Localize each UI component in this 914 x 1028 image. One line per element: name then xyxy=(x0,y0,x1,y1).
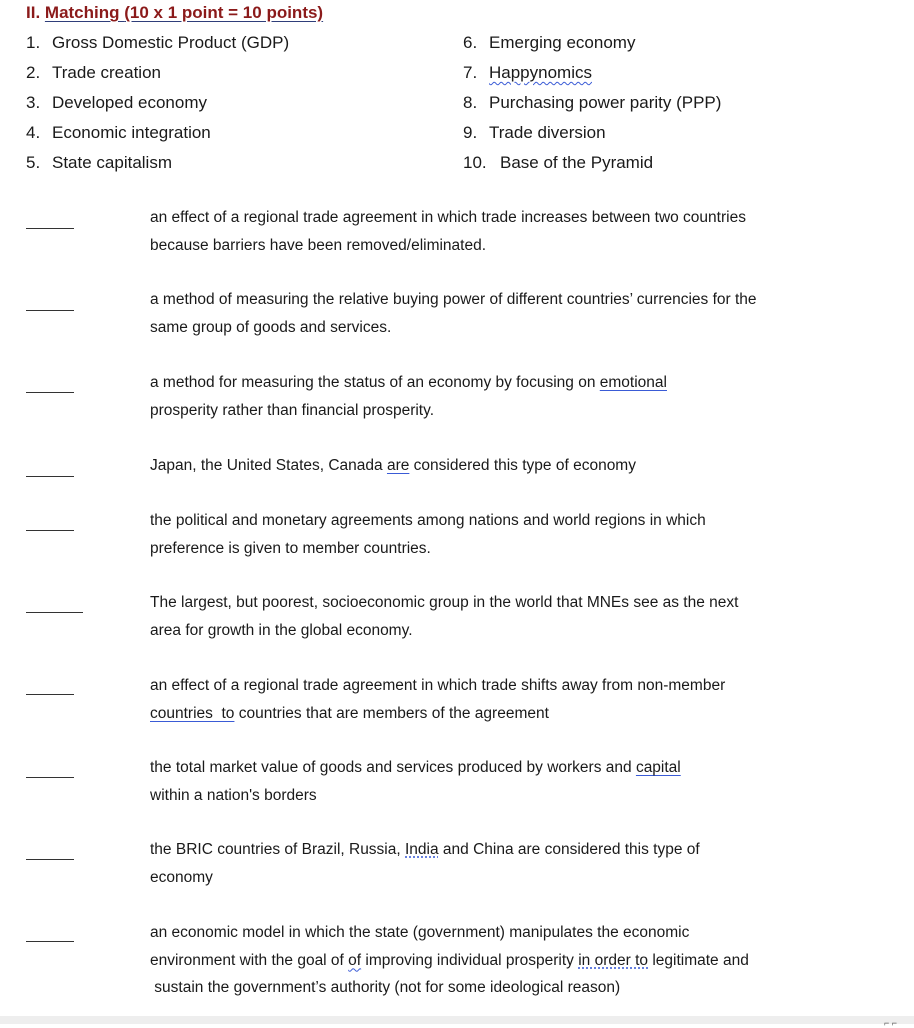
definition-line: same group of goods and services. xyxy=(150,318,392,336)
definition-line: an effect of a regional trade agreement in which trade increases between two countries xyxy=(150,209,746,226)
section-heading: Matching xyxy=(44,3,120,22)
term-label: Developed economy xyxy=(52,93,207,112)
definition-line: prosperity rather than financial prosperity. xyxy=(150,401,435,419)
corner-bracket-icon: ⌐ ⌐ xyxy=(884,1018,898,1028)
definition-5 xyxy=(150,507,850,562)
term-item-2 xyxy=(26,63,161,83)
section-prefix: II. xyxy=(26,3,45,22)
answer-blank-2[interactable] xyxy=(26,310,74,311)
definition-line: because barriers have been removed/eliminated. xyxy=(150,236,487,254)
grammar-flag-word: are xyxy=(386,457,410,474)
definition-line xyxy=(150,836,850,864)
definition-text: the BRIC countries of Brazil, Russia, xyxy=(150,841,405,858)
term-number: 1. xyxy=(26,33,41,52)
definition-7 xyxy=(150,672,850,727)
definition-line: preference is given to member countries. xyxy=(150,539,431,557)
answer-blank-8[interactable] xyxy=(26,777,74,778)
definition-line: an effect of a regional trade agreement in which trade shifts away from non-member xyxy=(150,677,726,694)
definition-text: countries that are members of the agreement xyxy=(234,704,549,722)
term-label: Purchasing power parity (PPP) xyxy=(489,93,722,112)
definition-9 xyxy=(150,836,850,891)
term-number: 4. xyxy=(26,123,41,142)
term-number: 5. xyxy=(26,153,41,172)
definition-text: legitimate and xyxy=(648,951,749,969)
definition-text: considered this type of economy xyxy=(409,457,636,474)
definition-text: the total market value of goods and services produced by workers and xyxy=(150,759,636,776)
definition-line: within a nation's borders xyxy=(150,786,317,804)
term-item-1 xyxy=(26,33,289,53)
answer-blank-7[interactable] xyxy=(26,694,74,695)
term-item-7 xyxy=(463,63,592,83)
answer-blank-5[interactable] xyxy=(26,530,74,531)
answer-blank-1[interactable] xyxy=(26,228,74,229)
term-item-10 xyxy=(463,153,653,173)
definition-text: improving individual prosperity xyxy=(361,951,579,969)
term-label: Emerging economy xyxy=(489,33,636,52)
term-number: 6. xyxy=(463,33,478,52)
definition-line: area for growth in the global economy. xyxy=(150,621,413,639)
term-label: Trade creation xyxy=(52,63,161,82)
term-label: Base of the Pyramid xyxy=(500,153,654,172)
definition-line xyxy=(150,452,850,480)
answer-blank-3[interactable] xyxy=(26,392,74,393)
term-number: 7. xyxy=(463,63,478,82)
grammar-flag-word: capital xyxy=(635,759,681,776)
section-points: (10 x 1 point = 10 points) xyxy=(124,3,324,22)
term-number: 8. xyxy=(463,93,478,112)
term-item-5 xyxy=(26,153,172,173)
definition-text: environment with the goal of xyxy=(150,951,349,969)
definition-line: an economic model in which the state (government) manipulates the economic xyxy=(150,924,690,941)
answer-blank-6[interactable] xyxy=(26,612,83,613)
term-number: 10. xyxy=(463,153,487,172)
term-number: 9. xyxy=(463,123,478,142)
term-label: Happynomics xyxy=(489,63,592,82)
term-label: State capitalism xyxy=(52,153,172,172)
answer-blank-4[interactable] xyxy=(26,476,74,477)
definition-line xyxy=(150,947,850,975)
term-item-4 xyxy=(26,123,211,143)
term-item-8 xyxy=(463,93,721,113)
definition-4 xyxy=(150,452,850,480)
definition-1 xyxy=(150,204,850,259)
definition-6 xyxy=(150,589,850,644)
term-item-3 xyxy=(26,93,207,113)
definition-text: and China are considered this type of xyxy=(438,841,700,858)
definition-line: the political and monetary agreements among nations and world regions in which xyxy=(150,512,706,529)
definition-line xyxy=(150,700,850,728)
grammar-flag-word: India xyxy=(405,841,439,858)
grammar-flag-word: emotional xyxy=(599,374,667,391)
definition-line xyxy=(150,369,850,397)
definition-text: a method for measuring the status of an economy by focusing on xyxy=(150,374,600,391)
definition-line: sustain the government’s authority (not for some ideological reason) xyxy=(150,979,621,996)
definition-line: a method of measuring the relative buying power of different countries’ currencies for the xyxy=(150,291,757,308)
definition-2 xyxy=(150,286,850,341)
definition-3 xyxy=(150,369,850,424)
definition-line: The largest, but poorest, socioeconomic group in the world that MNEs see as the next xyxy=(150,594,739,611)
definition-text: Japan, the United States, Canada xyxy=(150,457,387,474)
term-item-6 xyxy=(463,33,635,53)
answer-blank-10[interactable] xyxy=(26,941,74,942)
section-title xyxy=(26,3,323,23)
definition-line xyxy=(150,754,850,782)
term-number: 3. xyxy=(26,93,41,112)
term-number: 2. xyxy=(26,63,41,82)
term-label: Gross Domestic Product (GDP) xyxy=(52,33,290,52)
term-label: Trade diversion xyxy=(489,123,606,142)
term-label: Economic integration xyxy=(52,123,211,142)
term-item-9 xyxy=(463,123,606,143)
bottom-scroll-area xyxy=(0,1016,914,1024)
definition-8 xyxy=(150,754,850,809)
definition-line: economy xyxy=(150,868,213,886)
definition-10 xyxy=(150,919,850,1002)
grammar-flag-word: in order to xyxy=(578,951,649,969)
answer-blank-9[interactable] xyxy=(26,859,74,860)
grammar-flag-word: countries to xyxy=(150,704,235,722)
grammar-flag-word: of xyxy=(348,951,362,969)
